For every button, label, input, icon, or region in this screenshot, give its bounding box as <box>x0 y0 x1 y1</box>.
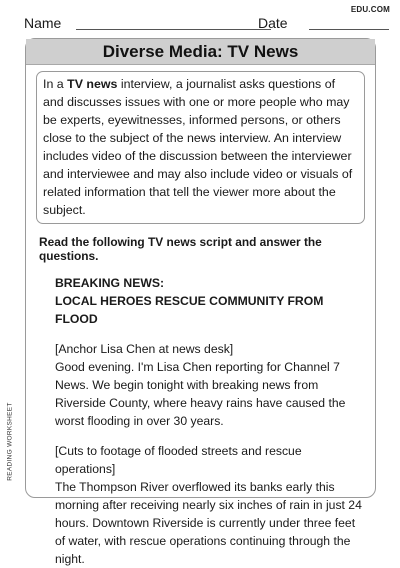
headline-line-2: LOCAL HEROES RESCUE COMMUNITY FROM FLOOD <box>55 294 324 326</box>
worksheet-frame <box>25 38 376 566</box>
date-write-line[interactable] <box>309 29 389 30</box>
script-paragraph-1: Good evening. I'm Lisa Chen reporting for Channel 7 News. We begin tonight with breaking news from Riverside County, where heavy rains have caused the worst flooding in over 30 years. <box>55 360 346 428</box>
name-date-row <box>24 15 389 35</box>
intro-box <box>36 71 365 224</box>
instruction-text: Read the following TV news script and answer the questions. <box>39 235 322 263</box>
script-paragraph-2: The Thompson River overflowed its banks early this morning after receiving nearly six inches of rain in just 24 hours. Downtown Riverside is currently under three feet of water, with rescue operations continuing through the night. <box>55 480 362 566</box>
news-script <box>55 274 365 568</box>
stage-cue-2: [Cuts to footage of flooded streets and rescue operations] <box>55 444 302 476</box>
date-label: Date <box>258 15 288 31</box>
stage-cue-1: [Anchor Lisa Chen at news desk] <box>55 342 234 356</box>
title-bar <box>26 39 375 65</box>
name-write-line[interactable] <box>76 29 271 30</box>
worksheet-title: Diverse Media: TV News <box>102 41 299 61</box>
brand-logo: EDU.COM <box>350 5 390 14</box>
name-label: Name <box>24 15 62 31</box>
intro-text: interview, a journalist asks questions of and discusses issues with one or more people who may be experts, eyewitnesses, informed persons, or others close to the subject of the news interview. An interview includes video of the discussion between the interviewer and interviewee and may also include video or visuals of related information that tell the viewer more about the subject. <box>43 77 353 217</box>
headline-line-1: BREAKING NEWS: <box>55 276 165 290</box>
intro-term: TV news <box>67 77 118 91</box>
intro-lead: In a <box>43 77 68 91</box>
side-label: READING WORKSHEET <box>6 402 14 481</box>
